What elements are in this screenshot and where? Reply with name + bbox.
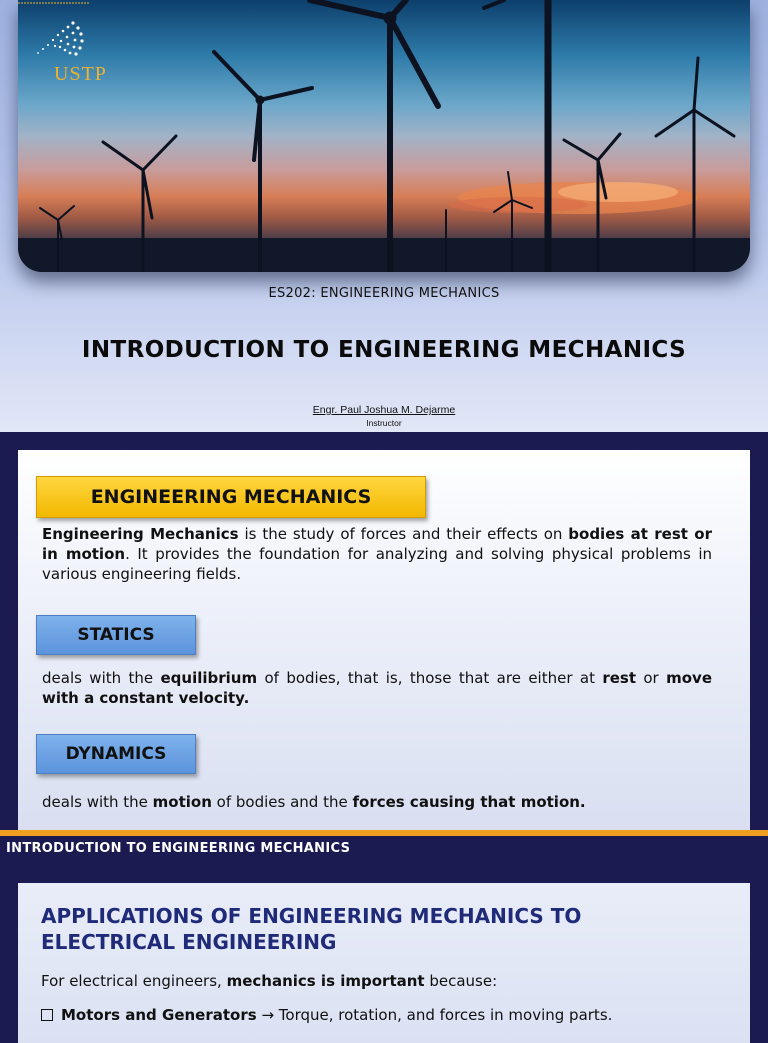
bold-term: equilibrium: [160, 669, 258, 687]
statics-label: STATICS: [36, 615, 196, 655]
text: deals with the: [42, 669, 161, 687]
applications-title: APPLICATIONS OF ENGINEERING MECHANICS TO ELECTRICAL ENGINEERING: [41, 904, 582, 954]
bullet-item: [41, 1006, 612, 1024]
text: of bodies and the: [211, 793, 353, 811]
bullet-term: Motors and Generators: [61, 1006, 257, 1024]
definition-paragraph: [42, 524, 712, 584]
bullet-text: → Torque, rotation, and forces in moving parts.: [256, 1006, 613, 1024]
applications-slide: [0, 830, 768, 1024]
bold-term: forces causing that motion.: [352, 793, 586, 811]
text: For electrical engineers,: [41, 972, 227, 990]
text: because:: [424, 972, 498, 990]
bold-term: move with a constant velocity.: [42, 669, 712, 707]
logo-wordmark: USTP: [54, 63, 107, 85]
slide-header: INTRODUCTION TO ENGINEERING MECHANICS: [6, 841, 351, 856]
author-role: Instructor: [366, 418, 402, 428]
author-name-text: Engr. Paul Joshua M. Dejarme: [312, 404, 456, 416]
dynamics-label: DYNAMICS: [36, 734, 196, 774]
author-name: [0, 404, 768, 416]
wind-turbine-photo: [18, 0, 750, 272]
course-code: ES202: ENGINEERING MECHANICS: [268, 286, 500, 301]
engineering-mechanics-heading: ENGINEERING MECHANICS: [36, 476, 426, 518]
slide-title: INTRODUCTION TO ENGINEERING MECHANICS: [81, 337, 687, 363]
bold-term: rest: [602, 669, 636, 687]
wind-turbines-illustration: [18, 0, 750, 272]
text: is the study of forces and their effects on: [238, 525, 569, 543]
statics-paragraph: [42, 668, 712, 708]
text: deals with the: [42, 793, 153, 811]
bold-phrase: bodies at rest or in motion: [42, 525, 712, 563]
bold-term: motion: [152, 793, 212, 811]
title-slide: [0, 0, 768, 432]
term: Engineering Mechanics: [42, 525, 239, 543]
accent-bar: [0, 830, 768, 836]
bold-phrase: mechanics is important: [226, 972, 425, 990]
checkbox-bullet-icon: [41, 1009, 53, 1021]
definition-slide: [0, 432, 768, 830]
text: or: [636, 669, 667, 687]
intro-sentence: [41, 972, 497, 990]
dynamics-paragraph: [42, 792, 712, 812]
logo-tagline-graphic: [18, 0, 90, 6]
text: . It provides the foundation for analyzing and solving physical problems in various engineering fields.: [42, 545, 712, 583]
text: of bodies, that is, those that are either at: [257, 669, 603, 687]
